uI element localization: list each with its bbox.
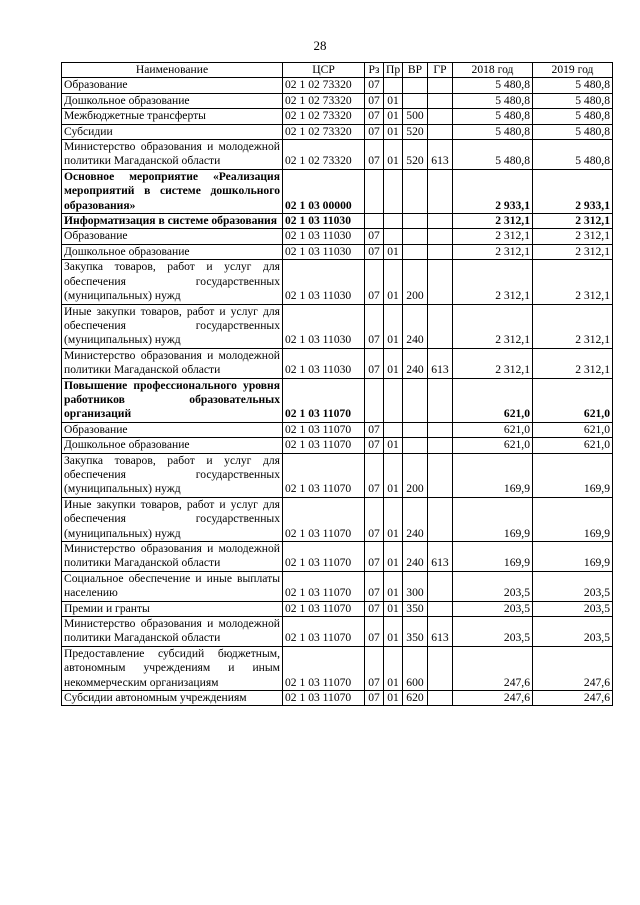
cell-pr: 01 (384, 497, 403, 541)
cell-rz: 07 (365, 453, 384, 497)
cell-gr (428, 244, 453, 259)
cell-2019: 621,0 (533, 422, 613, 437)
budget-table (61, 62, 613, 706)
cell-csr: 02 1 03 11070 (283, 646, 365, 690)
cell-vr (403, 214, 428, 229)
cell-gr (428, 378, 453, 422)
cell-gr (428, 304, 453, 348)
table-row (62, 214, 613, 229)
cell-vr: 350 (403, 617, 428, 647)
cell-gr (428, 93, 453, 108)
cell-2019: 169,9 (533, 497, 613, 541)
header-name: Наименование (62, 63, 283, 78)
cell-csr: 02 1 03 11030 (283, 260, 365, 304)
cell-gr (428, 571, 453, 601)
header-2019: 2019 год (533, 63, 613, 78)
header-gr: ГР (428, 63, 453, 78)
cell-rz: 07 (365, 109, 384, 124)
cell-csr: 02 1 03 11070 (283, 422, 365, 437)
cell-vr (403, 169, 428, 213)
table-row (62, 124, 613, 139)
cell-name: Министерство образования и молодежной политики Магаданской области (62, 348, 283, 378)
cell-csr: 02 1 03 11070 (283, 378, 365, 422)
cell-2018: 5 480,8 (453, 109, 533, 124)
cell-name: Социальное обеспечение и иные выплаты населению (62, 571, 283, 601)
table-row (62, 497, 613, 541)
cell-name: Предоставление субсидий бюджетным, автономным учреждениям и иным некоммерческим организациям (62, 646, 283, 690)
table-row (62, 140, 613, 170)
cell-csr: 02 1 03 11030 (283, 304, 365, 348)
cell-rz: 07 (365, 571, 384, 601)
cell-2019: 203,5 (533, 617, 613, 647)
cell-gr: 613 (428, 617, 453, 647)
cell-csr: 02 1 03 11070 (283, 497, 365, 541)
cell-2018: 169,9 (453, 497, 533, 541)
cell-2019: 5 480,8 (533, 109, 613, 124)
cell-name: Образование (62, 229, 283, 244)
cell-gr (428, 214, 453, 229)
cell-rz: 07 (365, 78, 384, 93)
cell-gr: 613 (428, 140, 453, 170)
header-pr: Пр (384, 63, 403, 78)
cell-csr: 02 1 02 73320 (283, 109, 365, 124)
cell-gr (428, 646, 453, 690)
cell-gr (428, 453, 453, 497)
header-rz: Рз (365, 63, 384, 78)
cell-vr (403, 93, 428, 108)
cell-2018: 169,9 (453, 453, 533, 497)
cell-2018: 2 312,1 (453, 244, 533, 259)
cell-name: Иные закупки товаров, работ и услуг для обеспечения государственных (муниципальных) нужд (62, 304, 283, 348)
cell-gr (428, 124, 453, 139)
cell-pr: 01 (384, 691, 403, 706)
cell-rz: 07 (365, 244, 384, 259)
header-csr: ЦСР (283, 63, 365, 78)
table-header-row (62, 63, 613, 78)
cell-pr: 01 (384, 304, 403, 348)
cell-2019: 247,6 (533, 691, 613, 706)
table-row (62, 304, 613, 348)
cell-2019: 2 933,1 (533, 169, 613, 213)
table-row (62, 617, 613, 647)
table-row (62, 646, 613, 690)
cell-vr: 240 (403, 542, 428, 572)
cell-csr: 02 1 02 73320 (283, 140, 365, 170)
cell-name: Образование (62, 422, 283, 437)
table-row (62, 438, 613, 453)
cell-vr (403, 78, 428, 93)
cell-gr (428, 169, 453, 213)
header-2018: 2018 год (453, 63, 533, 78)
cell-rz: 07 (365, 140, 384, 170)
cell-rz: 07 (365, 304, 384, 348)
cell-pr: 01 (384, 453, 403, 497)
cell-csr: 02 1 03 11070 (283, 617, 365, 647)
cell-pr: 01 (384, 646, 403, 690)
cell-rz: 07 (365, 601, 384, 616)
table-row (62, 348, 613, 378)
cell-csr: 02 1 03 11030 (283, 229, 365, 244)
table-row (62, 78, 613, 93)
cell-rz (365, 378, 384, 422)
cell-name: Министерство образования и молодежной политики Магаданской области (62, 140, 283, 170)
cell-pr: 01 (384, 542, 403, 572)
cell-2018: 5 480,8 (453, 124, 533, 139)
cell-2019: 169,9 (533, 453, 613, 497)
cell-vr: 600 (403, 646, 428, 690)
cell-2019: 2 312,1 (533, 304, 613, 348)
cell-2019: 203,5 (533, 601, 613, 616)
cell-csr: 02 1 03 11070 (283, 453, 365, 497)
cell-2019: 169,9 (533, 542, 613, 572)
cell-2019: 2 312,1 (533, 214, 613, 229)
cell-name: Закупка товаров, работ и услуг для обеспечения государственных (муниципальных) нужд (62, 453, 283, 497)
cell-name: Образование (62, 78, 283, 93)
cell-vr (403, 422, 428, 437)
cell-name: Субсидии автономным учреждениям (62, 691, 283, 706)
cell-rz (365, 214, 384, 229)
cell-pr: 01 (384, 93, 403, 108)
cell-name: Министерство образования и молодежной политики Магаданской области (62, 617, 283, 647)
cell-2018: 203,5 (453, 571, 533, 601)
cell-rz (365, 169, 384, 213)
cell-2018: 5 480,8 (453, 140, 533, 170)
cell-2018: 203,5 (453, 601, 533, 616)
cell-vr: 240 (403, 497, 428, 541)
cell-pr: 01 (384, 438, 403, 453)
cell-2018: 2 312,1 (453, 214, 533, 229)
cell-gr (428, 691, 453, 706)
cell-2019: 2 312,1 (533, 260, 613, 304)
cell-name: Основное мероприятие «Реализация мероприятий в системе дошкольного образования» (62, 169, 283, 213)
cell-csr: 02 1 03 11070 (283, 691, 365, 706)
cell-2018: 247,6 (453, 646, 533, 690)
table-row (62, 422, 613, 437)
cell-vr (403, 378, 428, 422)
cell-2018: 2 312,1 (453, 260, 533, 304)
cell-csr: 02 1 03 11030 (283, 214, 365, 229)
cell-pr (384, 78, 403, 93)
cell-vr: 620 (403, 691, 428, 706)
cell-2018: 5 480,8 (453, 78, 533, 93)
cell-vr: 520 (403, 124, 428, 139)
cell-pr: 01 (384, 124, 403, 139)
cell-pr: 01 (384, 260, 403, 304)
table-row (62, 453, 613, 497)
cell-csr: 02 1 02 73320 (283, 78, 365, 93)
cell-name: Дошкольное образование (62, 93, 283, 108)
cell-pr: 01 (384, 244, 403, 259)
cell-pr: 01 (384, 140, 403, 170)
cell-2018: 621,0 (453, 422, 533, 437)
cell-2019: 5 480,8 (533, 124, 613, 139)
cell-2019: 2 312,1 (533, 229, 613, 244)
cell-pr (384, 378, 403, 422)
cell-rz: 07 (365, 438, 384, 453)
header-vr: ВР (403, 63, 428, 78)
cell-rz: 07 (365, 617, 384, 647)
cell-2019: 203,5 (533, 571, 613, 601)
cell-2019: 2 312,1 (533, 348, 613, 378)
cell-name: Информатизация в системе образования (62, 214, 283, 229)
cell-rz: 07 (365, 691, 384, 706)
table-row (62, 244, 613, 259)
cell-2019: 5 480,8 (533, 140, 613, 170)
cell-gr (428, 109, 453, 124)
cell-csr: 02 1 03 11070 (283, 601, 365, 616)
cell-gr (428, 438, 453, 453)
table-row (62, 260, 613, 304)
cell-2019: 621,0 (533, 438, 613, 453)
cell-csr: 02 1 03 11070 (283, 571, 365, 601)
table-row (62, 691, 613, 706)
cell-name: Министерство образования и молодежной политики Магаданской области (62, 542, 283, 572)
cell-pr (384, 422, 403, 437)
table-body (62, 78, 613, 706)
cell-csr: 02 1 03 11030 (283, 348, 365, 378)
table-row (62, 229, 613, 244)
table-row (62, 601, 613, 616)
cell-pr: 01 (384, 617, 403, 647)
cell-name: Дошкольное образование (62, 244, 283, 259)
table-row (62, 542, 613, 572)
cell-csr: 02 1 02 73320 (283, 93, 365, 108)
cell-rz: 07 (365, 422, 384, 437)
cell-2019: 5 480,8 (533, 78, 613, 93)
cell-vr: 200 (403, 260, 428, 304)
cell-pr: 01 (384, 601, 403, 616)
cell-rz: 07 (365, 124, 384, 139)
cell-csr: 02 1 03 11070 (283, 438, 365, 453)
cell-2019: 621,0 (533, 378, 613, 422)
cell-gr: 613 (428, 348, 453, 378)
cell-pr (384, 214, 403, 229)
cell-gr (428, 260, 453, 304)
cell-2018: 621,0 (453, 438, 533, 453)
cell-vr (403, 229, 428, 244)
cell-pr: 01 (384, 571, 403, 601)
cell-csr: 02 1 03 11070 (283, 542, 365, 572)
table-row (62, 571, 613, 601)
cell-rz: 07 (365, 93, 384, 108)
cell-gr (428, 497, 453, 541)
cell-vr: 240 (403, 304, 428, 348)
cell-gr: 613 (428, 542, 453, 572)
cell-2018: 247,6 (453, 691, 533, 706)
cell-csr: 02 1 02 73320 (283, 124, 365, 139)
cell-2018: 621,0 (453, 378, 533, 422)
page-number: 28 (313, 38, 327, 53)
cell-vr: 350 (403, 601, 428, 616)
cell-2019: 5 480,8 (533, 93, 613, 108)
cell-name: Премии и гранты (62, 601, 283, 616)
cell-name: Межбюджетные трансферты (62, 109, 283, 124)
cell-vr: 240 (403, 348, 428, 378)
cell-vr (403, 244, 428, 259)
cell-pr (384, 229, 403, 244)
cell-2018: 169,9 (453, 542, 533, 572)
cell-rz: 07 (365, 542, 384, 572)
cell-2018: 2 312,1 (453, 304, 533, 348)
cell-2019: 247,6 (533, 646, 613, 690)
cell-rz: 07 (365, 646, 384, 690)
cell-2019: 2 312,1 (533, 244, 613, 259)
cell-pr: 01 (384, 109, 403, 124)
table-row (62, 109, 613, 124)
cell-vr: 520 (403, 140, 428, 170)
table-row (62, 378, 613, 422)
cell-2018: 5 480,8 (453, 93, 533, 108)
cell-vr: 300 (403, 571, 428, 601)
cell-vr: 200 (403, 453, 428, 497)
cell-gr (428, 229, 453, 244)
cell-vr: 500 (403, 109, 428, 124)
cell-2018: 2 933,1 (453, 169, 533, 213)
cell-gr (428, 422, 453, 437)
cell-name: Повышение профессионального уровня работников образовательных организаций (62, 378, 283, 422)
cell-2018: 2 312,1 (453, 348, 533, 378)
cell-pr (384, 169, 403, 213)
cell-name: Дошкольное образование (62, 438, 283, 453)
cell-rz: 07 (365, 348, 384, 378)
cell-name: Закупка товаров, работ и услуг для обеспечения государственных (муниципальных) нужд (62, 260, 283, 304)
cell-name: Иные закупки товаров, работ и услуг для обеспечения государственных (муниципальных) нужд (62, 497, 283, 541)
cell-csr: 02 1 03 11030 (283, 244, 365, 259)
cell-rz: 07 (365, 229, 384, 244)
cell-gr (428, 601, 453, 616)
table-row (62, 169, 613, 213)
cell-rz: 07 (365, 260, 384, 304)
cell-gr (428, 78, 453, 93)
cell-vr (403, 438, 428, 453)
table-row (62, 93, 613, 108)
cell-2018: 203,5 (453, 617, 533, 647)
cell-2018: 2 312,1 (453, 229, 533, 244)
cell-pr: 01 (384, 348, 403, 378)
cell-csr: 02 1 03 00000 (283, 169, 365, 213)
cell-rz: 07 (365, 497, 384, 541)
cell-name: Субсидии (62, 124, 283, 139)
